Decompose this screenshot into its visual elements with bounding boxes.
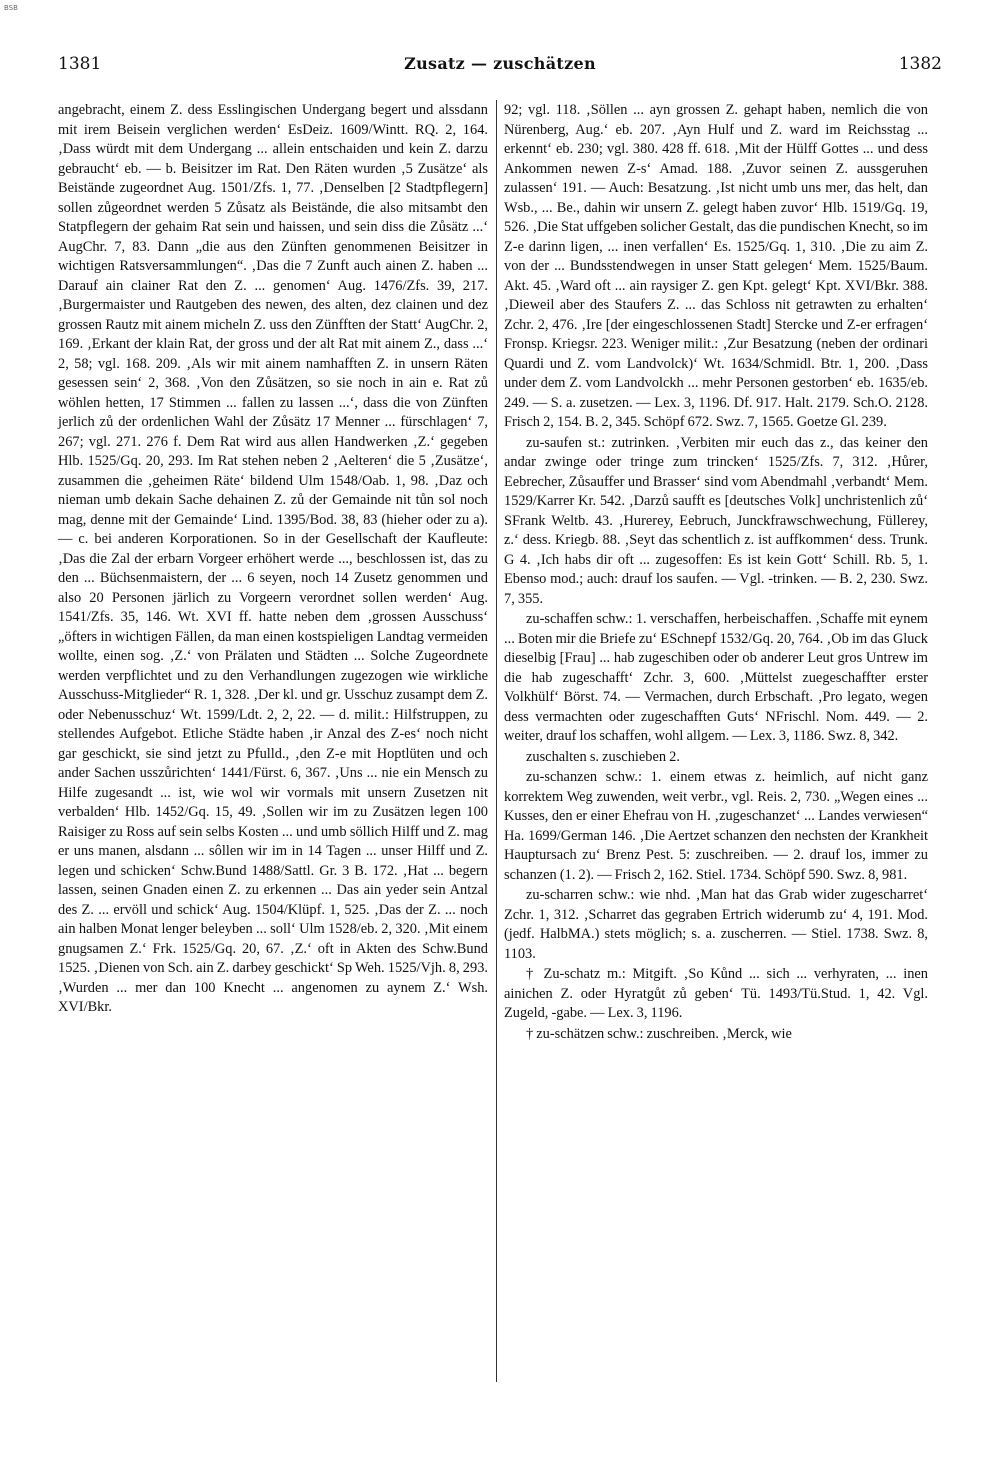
column-divider [496, 100, 497, 1382]
entry-zu-scharren: zu-scharren schw.: wie nhd. ‚Man hat das Grab wider zugescharret‘ Zchr. 1, 312. ‚Scharret das gegraben Ertrich widerumb zu‘ 4, 191. Mod. (jedf. HalbMA.) stets möglich; s. a. zuscherren. — Stiel. 1738. Swz. 8, 1103. [504, 887, 928, 962]
entry-zu-schaetzen: † zu-schätzen schw.: zuschreiben. ‚Merck, wie [526, 1025, 792, 1042]
entry-zu-schaffen: zu-schaffen schw.: 1. verschaffen, herbeischaffen. ‚Schaffe mit eynem ... Boten mir die Briefe zu‘ ESchnepf 1532/Gq. 20, 764. ‚Ob im das Gluck dieselbig [Frau] ... hab zugeschiben oder ob anderer Leut gros Untrew im die hab zugeschafft‘ Zchr. 3, 600. ‚Müttelst zuegeschaffter erster Volkhülf‘ Börst. 74. — Vermachen, durch Erbschaft. ‚Pro legato, wegen dess vermachten oder zugeschafften Guts‘ NFrischl. Nom. 449. — 2. weiter, drauf los schaffen, wohl allgem. — Lex. 3, 1186. Swz. 8, 342. [504, 611, 928, 744]
page-number-left: 1381 [58, 54, 102, 74]
entry-zu-schatz: † Zu-schatz m.: Mitgift. ‚So Kůnd ... sich ... verhyraten, ... inen ainichen Z. oder Hyratgůt zů geben‘ Tü. 1493/Tü.Stud. 1, 42. Vgl. Zugeld, -gabe. — Lex. 3, 1196. [504, 966, 928, 1021]
running-title: Zusatz — zuschätzen [404, 54, 596, 73]
page-header [58, 54, 942, 80]
entry-continuation: 92; vgl. 118. ‚Söllen ... ayn grossen Z. gehapt haben, nemlich die von Nürenberg, Aug.‘ eb. 207. ‚Ayn Hulf und Z. ward im Reichsstag ... erkennt‘ eb. 230; vgl. 380. 428 ff. 618. ‚Mit der Hülff Gottes ... und dess Ankommen newen Z-s‘ Amad. 188. ‚Zuvor seinen Z. aussgeruhen zulassen‘ 191. — Auch: Besatzung. ‚Ist nicht umb uns mer, das helt, dan Wsb., ... Be., dahin wir unsern Z. gelegt haben zuvor‘ Hlb. 1519/Gq. 19, 526. ‚Die Stat uffgeben solicher Gestalt, das die pundischen Knecht, so im Z-e darinn ligen, ... inen verfallen‘ Es. 1525/Gq. 1, 310. ‚Die zu aim Z. von der ... Bundsstendwegen in unser Statt gelegen‘ Mem. 1525/Baum. Akt. 45. ‚Ward oft ... ain raysiger Z. gen Kpt. gelegt‘ Kpt. XVI/Bkr. 388. ‚Dieweil aber des Staufers Z. ... das Schloss nit getrawten zu erhalten‘ Zchr. 2, 476. ‚Ire [der eingeschlossenen Stadt] Stercke und Z-er erfragen‘ Fronsp. Kriegsr. 223. Weniger milit.: ‚Zur Besatzung (neben der ordinari Quardi und Z. vom Landvolck)‘ Wt. 1634/Schmidl. Btr. 1, 200. ‚Dass under dem Z. vom Landvolckh ... mehr Personen gestorben‘ eb. 1635/eb. 249. — S. a. zusetzen. — Lex. 3, 1196. Df. 917. Halt. 2179. Sch.O. 2128. Frisch 2, 154. B. 2, 345. Schöpf 672. Swz. 7, 1565. Goetze Gl. 239. [504, 102, 928, 430]
right-column [504, 101, 928, 1044]
page-number-right: 1382 [898, 54, 942, 74]
library-stamp: BSB [4, 4, 18, 12]
left-column [58, 101, 488, 1018]
entry-zu-schanzen: zu-schanzen schw.: 1. einem etwas z. heimlich, auf nicht ganz korrektem Weg zuwenden, weit verbr., vgl. Reis. 2, 730. „Wegen eines ... Kusses, den er einer Ehefrau von H. ‚zugeschanzet‘ ... Landes verwiesen“ Ha. 1699/German 146. ‚Die Aertzet schanzen den nechsten der Krankheit Hauptursach zu‘ Brenz Pest. 5: zuschreiben. — 2. drauf los, immer zu schanzen (1. 2). — Frisch 2, 162. Stiel. 1734. Schöpf 590. Swz. 8, 981. [504, 769, 928, 883]
entry-zu-saufen: zu-saufen st.: zutrinken. ‚Verbiten mir euch das z., das keiner den andar zwinge oder tringe zum trincken‘ 1525/Zfs. 7, 312. ‚Hůrer, Eebrecher, Zůsauffer und Brasser‘ sind vom Abendmahl ‚verbandt‘ Mem. 1529/Karrer Kr. 542. ‚Darzů saufft es [deutsches Volk] unchristenlich zů‘ SFrank Weltb. 43. ‚Hurerey, Eebruch, Junckfrawschwechung, Füllerey, z.‘ dess. Kriegb. 88. ‚Seyt das schentlich z. ist auffkommen‘ dess. Trunk. G 4. ‚Ich habs dir oft ... zugesoffen: Es ist kein Gott‘ Schill. Rb. 5, 1. Ebenso mod.; auch: drauf los saufen. — Vgl. -trinken. — B. 2, 230. Swz. 7, 355. [504, 434, 928, 607]
entry-continuation: angebracht, einem Z. dess Esslingischen Undergang begert und alssdann mit irem Beisein verglichen werden‘ EsDeiz. 1609/Wintt. RQ. 2, 164. ‚Dass würdt mit dem Undergang ... allein entschaiden und kein Z. darzu gebraucht‘ eb. — b. Beisitzer im Rat. Den Räten wurden ‚5 Zusätze‘ als Beistände zugeordnet Aug. 1501/Zfs. 1, 77. ‚Denselben [2 Stadtpflegern] sollen zůgeordnet werden 5 Zůsatz als Beistände, die also mitsambt den Statpflegern der gehaim Rat sein und haissen, und sein diss die Zůsätz ...‘ AugChr. 7, 83. Dann „die aus den Zünften genommenen Beisitzer in wichtigen Ratsversammlungen“. ‚Das die 7 Zunft auch ainen Z. haben ... Darauf ain clainer Rat den Z. ... genomen‘ Aug. 1476/Zfs. 39, 217. ‚Burgermaister und Rautgeben des newen, des alten, dez clainen und dez grossen Rautz mit ainem micheln Z. uss den Zünfften der Statt‘ AugChr. 2, 169. ‚Erkant der klain Rat, der gross und der alt Rat mit ainem Z., dass ...‘ 2, 58; vgl. 168. 209. ‚Als wir mit ainem namhafften Z. in unsern Räten gesessen sein‘ 2, 368. ‚Von den Zůsätzen, so sie noch in ain e. Rat zů wöhlen hetten, 17 Stimmen ... fallen zu lassen ...‘, dass die von Zünften jerlich zů der ordenlichen Wahl der Zůsätz 17 Menner ... fürschlagen‘ 7, 267; vgl. 271. 276 f. Dem Rat wird aus allen Handwerken ‚Z.‘ gegeben Hlb. 1525/Gq. 20, 293. Im Rat stehen neben 2 ‚Aelteren‘ die 5 ‚Zusätze‘, zusammen die ‚geheimen Räte‘ bildend Ulm 1548/Oab. 1, 98. ‚Daz och nieman umb dekain Sache dehainen Z. zů der Gemainde nit tůn sol noch mag, denne mit der Gemainde‘ Lind. 1395/Bod. 38, 83 (hieher oder zu a). — c. bei anderen Korporationen. So in der Gesellschaft der Kaufleute: ‚Das die Zal der erbarn Vorgeer erhöhert werde ..., beschlossen ist, das zu den ... Büchsenmaistern, der ... 6 seyen, noch 14 Zusetz genommen und also 20 Personen järlich zu Vorgeern verordnet sollen werden‘ Aug. 1541/Zfs. 35, 146. Wt. XVI ff. hatte neben dem ‚grossen Ausschuss‘ „öfters in wichtigen Fällen, da man einen kostspieligen Landtag vermeiden wollte, einen sog. ‚Z.‘ von Prälaten und Städten ... Solche Zugeordnete werden verpflichtet und zu den Verhandlungen zugezogen wie wirkliche Ausschuss-Mitglieder“ R. 1, 328. ‚Der kl. und gr. Usschuz zusampt dem Z. oder Nebenusschuz‘ Wt. 1599/Ldt. 2, 2, 22. — d. milit.: Hilfstruppen, zu stellendes Aufgebot. Etliche Städte haben ‚ir Anzal des Z-es‘ noch nicht gar geschickt, sie sind jetzt zu Pfulld., ‚den Z-e mit Hoptlüten und och ander Sachen usszůrichten‘ 1441/Fürst. 6, 367. ‚Uns ... nie ein Mensch zu Hilfe zugesandt ... ist, wie wol wir vormals mit unsern Zusetzen nit verbalden‘ Hlb. 1452/Gq. 15, 49. ‚Sollen wir im zu Zusätzen legen 100 Raisiger zu Ross auf sein selbs Kosten ... und umb söllich Hilff und Z. mag er uns manen, alsdann ... sôllen wir im in 14 Tagen ... unser Hilff und Z. legen und schicken‘ Schw.Bund 1488/Sattl. Gr. 3 B. 172. ‚Hat ... begern lassen, seinen Gnaden einen Z. zu erkennen ... Das ain yeder sein Antzal des Z. ... ervöll und schick‘ Aug. 1504/Klüpf. 1, 525. ‚Das der Z. ... noch ain halben Monat lenger beleyben ... soll‘ Ulm 1528/eb. 2, 320. ‚Mit einem gnugsamen Z.‘ Frk. 1525/Gq. 20, 67. ‚Z.‘ oft in Akten des Schw.Bund 1525. ‚Dienen von Sch. ain Z. darbey geschickt‘ Sp Weh. 1525/Vjh. 8, 293. ‚Wurden ... mer dan 100 Knecht ... angenomen zu aynem Z.‘ Wsh. XVI/Bkr. [58, 102, 488, 1015]
entry-zuschalten: zuschalten s. zuschieben 2. [526, 748, 680, 765]
